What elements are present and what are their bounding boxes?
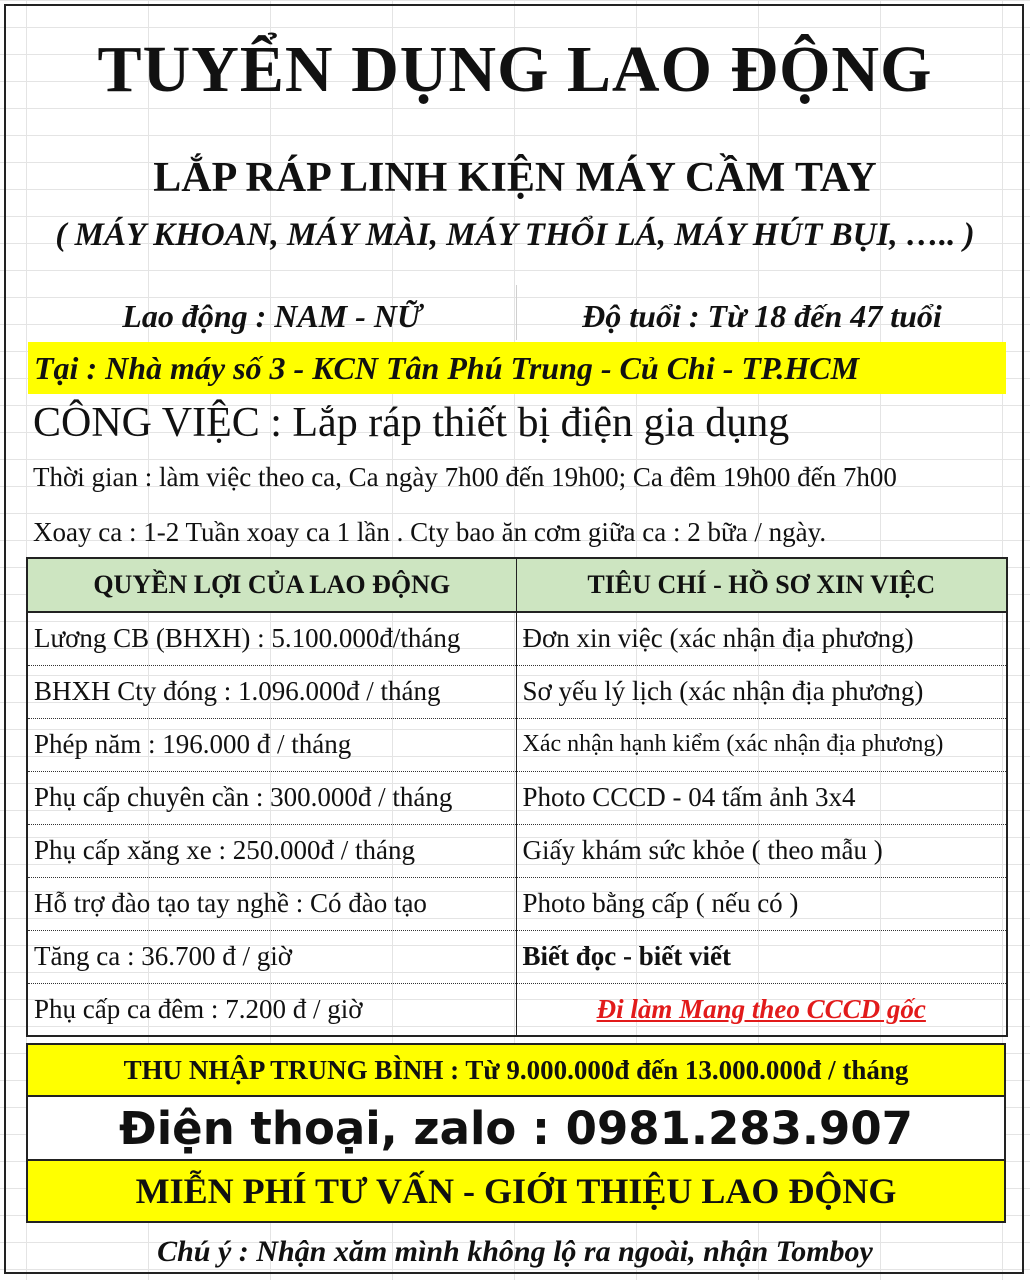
benefits-header: QUYỀN LỢI CỦA LAO ĐỘNG <box>27 558 516 612</box>
requirement-cell: Sơ yếu lý lịch (xác nhận địa phương) <box>516 665 1007 718</box>
poster-title: TUYỂN DỤNG LAO ĐỘNG <box>97 33 933 106</box>
table-row <box>27 612 1007 665</box>
requirement-cell: Biết đọc - biết viết <box>516 930 1007 983</box>
table-row <box>27 771 1007 824</box>
table-row <box>27 718 1007 771</box>
benefit-cell: Phụ cấp xăng xe : 250.000đ / tháng <box>27 824 516 877</box>
requirement-cell: Photo CCCD - 04 tấm ảnh 3x4 <box>516 771 1007 824</box>
requirement-cell: Photo bằng cấp ( nếu có ) <box>516 877 1007 930</box>
labor-gender: Lao động : NAM - NỮ <box>122 298 422 334</box>
benefit-cell: Phép năm : 196.000 đ / tháng <box>27 718 516 771</box>
table-row <box>27 665 1007 718</box>
job-description: CÔNG VIỆC : Lắp ráp thiết bị điện gia dụng <box>33 400 790 446</box>
benefits-requirements-table <box>26 557 1008 1037</box>
work-location: Tại : Nhà máy số 3 - KCN Tân Phú Trung - Củ Chi - TP.HCM <box>28 342 1006 394</box>
requirement-cell: Giấy khám sức khỏe ( theo mẫu ) <box>516 824 1007 877</box>
benefit-cell: Phụ cấp chuyên cần : 300.000đ / tháng <box>27 771 516 824</box>
benefit-cell: Hỗ trợ đào tạo tay nghề : Có đào tạo <box>27 877 516 930</box>
work-schedule: Thời gian : làm việc theo ca, Ca ngày 7h00 đến 19h00; Ca đêm 19h00 đến 7h00 <box>33 462 897 492</box>
benefit-cell: Tăng ca : 36.700 đ / giờ <box>27 930 516 983</box>
table-row <box>27 983 1007 1036</box>
age-range: Độ tuổi : Từ 18 đến 47 tuổi <box>582 298 942 334</box>
id-card-reminder: Đi làm Mang theo CCCD gốc <box>516 983 1007 1036</box>
benefit-cell: Lương CB (BHXH) : 5.100.000đ/tháng <box>27 612 516 665</box>
benefit-cell: BHXH Cty đóng : 1.096.000đ / tháng <box>27 665 516 718</box>
job-category-examples: ( MÁY KHOAN, MÁY MÀI, MÁY THỔI LÁ, MÁY HÚT BỤI, ….. ) <box>55 217 975 253</box>
contact-phone: Điện thoại, zalo : 0981.283.907 <box>119 1102 913 1155</box>
benefit-cell: Phụ cấp ca đêm : 7.200 đ / giờ <box>27 983 516 1036</box>
requirements-header: TIÊU CHÍ - HỒ SƠ XIN VIỆC <box>516 558 1007 612</box>
job-category: LẮP RÁP LINH KIỆN MÁY CẦM TAY <box>153 155 877 201</box>
free-service-banner: MIỄN PHÍ TƯ VẤN - GIỚI THIỆU LAO ĐỘNG <box>26 1159 1006 1223</box>
table-header-row <box>27 558 1007 612</box>
table-row <box>27 824 1007 877</box>
footer-note: Chú ý : Nhận xăm mình không lộ ra ngoài, nhận Tomboy <box>157 1235 873 1268</box>
shift-rotation: Xoay ca : 1-2 Tuần xoay ca 1 lần . Cty bao ăn cơm giữa ca : 2 bữa / ngày. <box>33 517 827 547</box>
requirement-cell: Xác nhận hạnh kiểm (xác nhận địa phương) <box>516 718 1007 771</box>
table-row <box>27 930 1007 983</box>
table-row <box>27 877 1007 930</box>
average-income-banner: THU NHẬP TRUNG BÌNH : Từ 9.000.000đ đến 13.000.000đ / tháng <box>26 1043 1006 1097</box>
requirement-cell: Đơn xin việc (xác nhận địa phương) <box>516 612 1007 665</box>
